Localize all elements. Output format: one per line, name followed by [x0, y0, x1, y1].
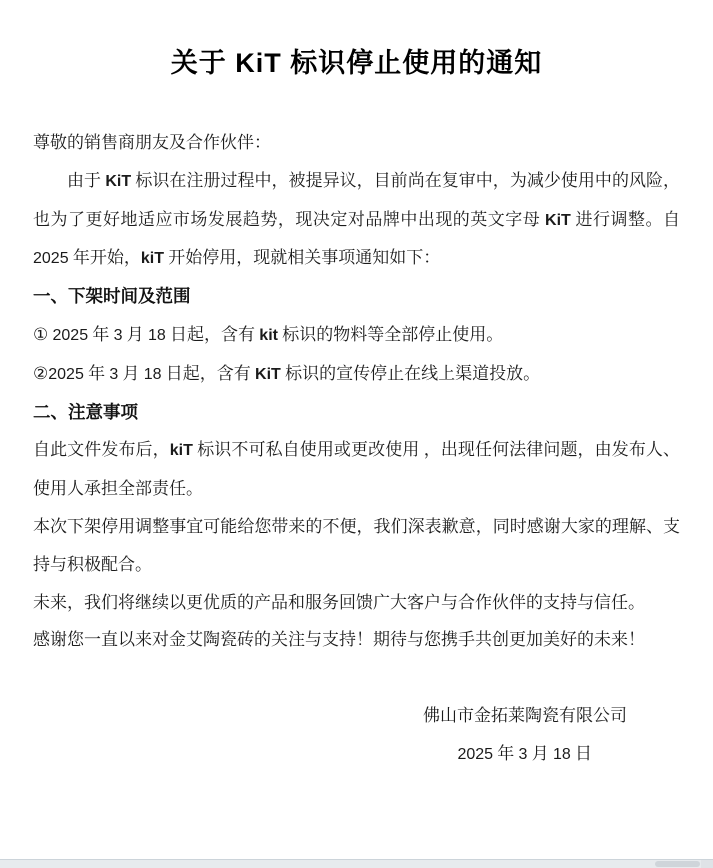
section1-item-1: ① 2025 年 3 月 18 日起，含有 kit 标识的物料等全部停止使用。 — [33, 324, 504, 344]
section2-heading: 二、注意事项 — [33, 401, 138, 422]
section2-paragraph-1: 自此文件发布后，kiT 标识不可私自使用或更改使用 ，出现任何法律问题，由发布人、使用人承担全部责任。 — [33, 440, 681, 499]
section2-paragraph-4: 感谢您一直以来对金艾陶瓷砖的关注与支持！期待与您携手共创更加美好的未来！ — [33, 630, 645, 650]
salutation: 尊敬的销售商朋友及合作伙伴： — [33, 133, 271, 152]
section2-paragraph-3: 未来，我们将继续以更优质的产品和服务回馈广大客户与合作伙伴的支持与信任。 — [33, 592, 645, 612]
section1-heading: 一、下架时间及范围 — [33, 286, 191, 307]
signature-block — [33, 697, 680, 774]
company-name: 佛山市金拓莱陶瓷有限公司 — [423, 706, 627, 726]
notice-date: 2025 年 3 月 18 日 — [457, 744, 592, 764]
statusbar-corner — [701, 860, 713, 868]
notice-body — [33, 124, 680, 659]
section2-paragraph-2: 本次下架停用调整事宜可能给您带来的不便，我们深表歉意，同时感谢大家的理解、支持与积极配合。 — [33, 516, 680, 574]
status-bar — [0, 859, 713, 868]
section1-item-2: ②2025 年 3 月 18 日起，含有 KiT 标识的宣传停止在线上渠道投放。 — [33, 363, 541, 383]
notice-title: 关于 KiT 标识停止使用的通知 — [170, 48, 543, 78]
intro-paragraph: 由于 KiT 标识在注册过程中，被提异议，目前尚在复审中，为减少使用中的风险，也为了更好地适应市场发展趋势，现决定对品牌中出现的英文字母 KiT 进行调整。自 2025 年开始，kiT 开始停用，现就相关事项通知如下： — [33, 170, 680, 268]
scrollbar-thumb[interactable] — [655, 861, 700, 867]
